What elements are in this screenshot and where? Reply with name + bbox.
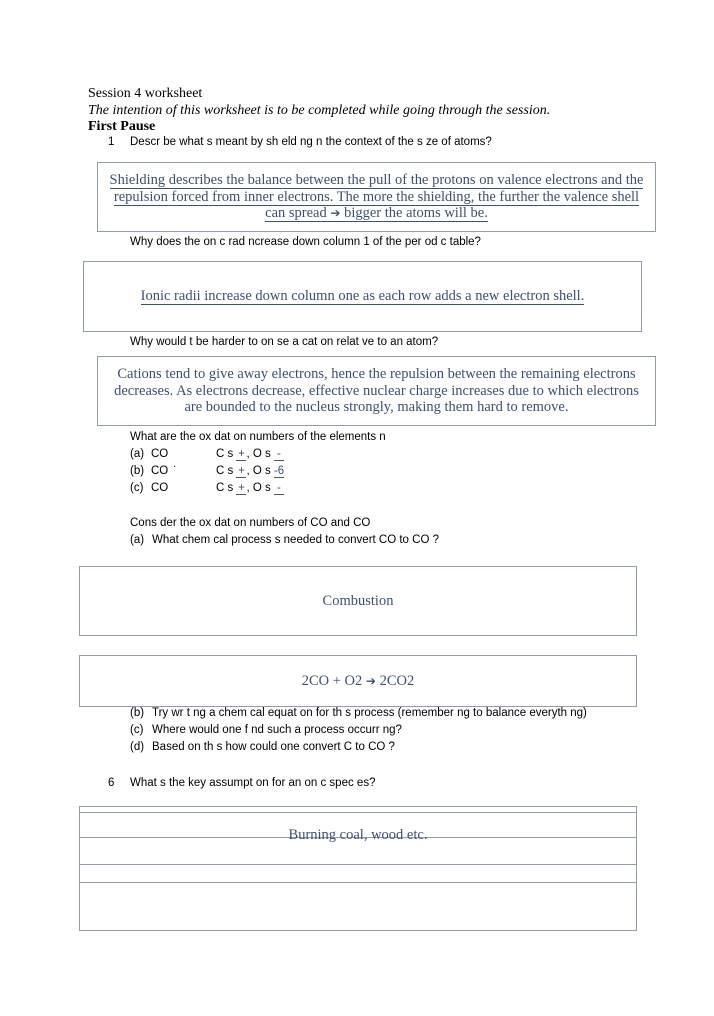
question-5a-label: (a) [130, 534, 145, 546]
row-a-states [216, 448, 284, 461]
oxygen-label: , O s [246, 448, 271, 460]
row-c-compound: CO [151, 482, 169, 494]
answer-3-line-2: decreases. As electrons decrease, effective nuclear charge increases due to which electrons [114, 382, 639, 399]
answer-box-2[interactable] [83, 261, 642, 332]
question-6-number: 6 [108, 777, 115, 789]
carbon-oxidation-field[interactable]: + [238, 465, 245, 477]
answer-box-1[interactable] [97, 162, 656, 232]
answer-1-line-2: repulsion forced from inner electrons. The more the shielding, the further the valence shell [113, 188, 640, 205]
answer-5c-text: Burning coal, wood etc. [288, 827, 428, 843]
question-5d-text: Based on th s how could one convert C to CO ? [152, 741, 395, 753]
equation-reactants: 2CO + O2 [301, 672, 363, 689]
answer-3-text [114, 366, 639, 416]
question-5a-text: What chem cal process s needed to convert CO to CO ? [152, 534, 439, 546]
answer-3-line-1: Cations tend to give away electrons, hence the repulsion between the remaining electrons [117, 366, 636, 383]
row-label: (a) [130, 448, 145, 460]
question-2-text: Why does the on c rad ncrease down column 1 of the per od c table? [130, 236, 481, 248]
answer-box-5b[interactable] [79, 655, 637, 707]
question-5c-label: (c) [130, 724, 144, 736]
worksheet-title: Session 4 worksheet [88, 86, 203, 101]
arrow-right-icon: ➔ [365, 673, 376, 688]
row-b-mark: · [173, 461, 177, 472]
worksheet-intro: The intention of this worksheet is to be completed while going through the session. [88, 103, 551, 118]
divider [79, 882, 637, 883]
oxidation-row-a [130, 448, 144, 460]
answer-2-text: Ionic radii increase down column one as each row adds a new electron shell. [140, 288, 585, 305]
oxygen-label: , O s [246, 482, 271, 494]
divider [79, 812, 637, 813]
answer-3-line-3: are bounded to the nucleus strongly, making them hard to remove. [184, 399, 569, 416]
row-b-states [216, 465, 284, 478]
oxygen-oxidation-field[interactable]: - [274, 482, 284, 495]
question-1-text: Descr be what s meant by sh eld ng n the context of the s ze of atoms? [130, 136, 492, 148]
answer-box-3[interactable] [97, 356, 656, 426]
question-5c-text: Where would one f nd such a process occurr ng? [152, 724, 402, 736]
question-3-text: Why would t be harder to on se a cat on relat ve to an atom? [130, 336, 439, 348]
question-5b-text: Try wr t ng a chem cal equat on for th s process (remember ng to balance everyth ng) [152, 707, 587, 719]
answer-box-5c[interactable] [79, 806, 637, 931]
question-6-text: What s the key assumpt on for an on c spec es? [130, 777, 376, 789]
row-label: (c) [130, 482, 144, 494]
question-1-number: 1 [108, 136, 115, 148]
arrow-right-icon: ➔ [330, 206, 341, 221]
carbon-oxidation-field[interactable]: + [238, 482, 245, 494]
carbon-label: C s [216, 482, 234, 494]
row-a-compound: CO [151, 448, 169, 460]
oxidation-row-b [130, 465, 144, 477]
answer-1-line-1: Shielding describes the balance between the pull of the protons on valence electrons and the [109, 172, 644, 189]
question-5d-label: (d) [130, 741, 145, 753]
question-4-text: What are the ox dat on numbers of the elements n [130, 431, 386, 443]
answer-1-text [110, 172, 644, 222]
equation-text [302, 673, 415, 690]
row-c-states [216, 482, 284, 495]
oxygen-oxidation-field[interactable]: - [274, 448, 284, 461]
equation-products: 2CO2 [379, 672, 415, 689]
divider [79, 864, 637, 865]
carbon-label: C s [216, 448, 234, 460]
oxygen-oxidation-field[interactable]: -6 [273, 465, 285, 477]
carbon-oxidation-field[interactable]: + [238, 448, 245, 460]
answer-box-5a[interactable] [79, 566, 637, 636]
answer-5a-text: Combustion [322, 592, 394, 609]
carbon-label: C s [216, 465, 234, 477]
section-heading: First Pause [88, 119, 156, 134]
oxygen-label: , O s [246, 465, 271, 477]
question-5-text: Cons der the ox dat on numbers of CO and CO [130, 517, 371, 529]
answer-1-line-3a: can spread [265, 205, 327, 222]
row-label: (b) [130, 465, 145, 477]
oxidation-row-c [130, 482, 143, 494]
row-b-compound: CO [151, 465, 169, 477]
question-5b-label: (b) [130, 707, 145, 719]
answer-1-line-3b: bigger the atoms will be. [344, 205, 488, 222]
